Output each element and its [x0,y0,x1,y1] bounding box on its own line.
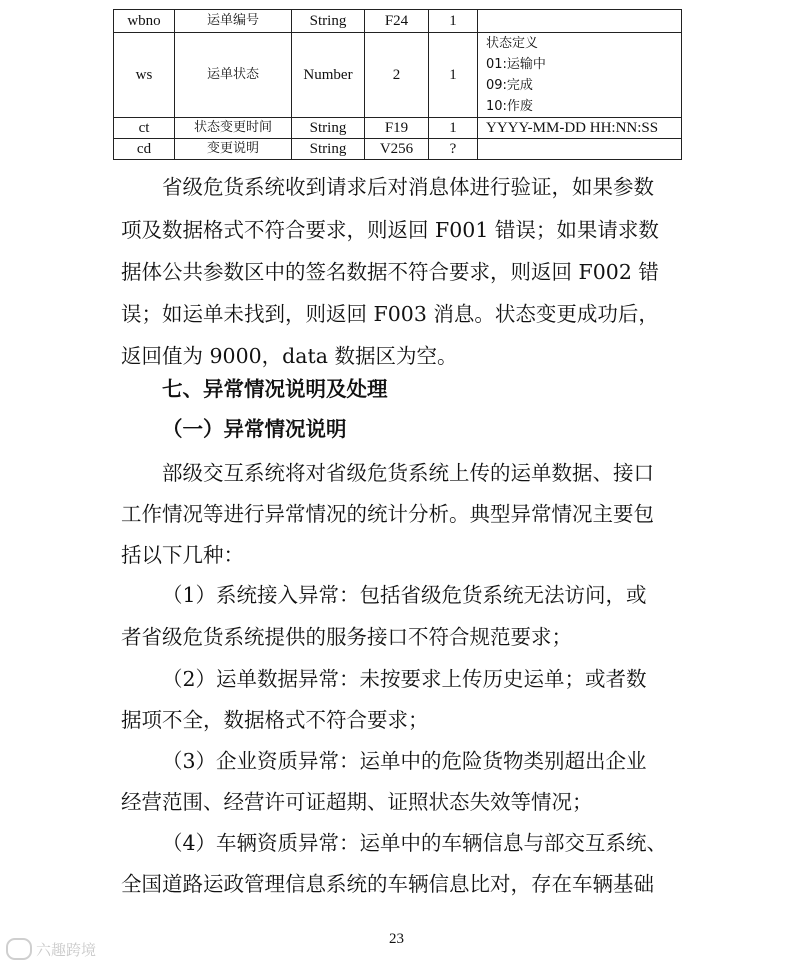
field-name: 运单状态 [175,33,292,118]
field-required: ? [429,139,478,160]
field-remark [478,10,682,33]
field-required: 1 [429,10,478,33]
section-heading: 七、异常情况说明及处理 [162,377,388,401]
list-item-line: 据项不全，数据格式不符合要求； [121,708,429,732]
paragraph-line: 据体公共参数区中的签名数据不符合要求，则返回 F002 错 [121,260,659,284]
list-item-line: （1）系统接入异常：包括省级危货系统无法访问，或 [162,583,647,607]
field-type: String [292,139,365,160]
paragraph-line: 省级危货系统收到请求后对消息体进行验证，如果参数 [162,175,654,199]
paragraph-line: 括以下几种： [121,543,244,567]
field-type: String [292,10,365,33]
field-remark: YYYY-MM-DD HH:NN:SS [478,118,682,139]
list-item-line: 者省级危货系统提供的服务接口不符合规范要求； [121,625,572,649]
list-item-line: （3）企业资质异常：运单中的危险货物类别超出企业 [162,749,647,773]
watermark-logo-icon [6,938,32,960]
field-required: 1 [429,118,478,139]
remark-line: 01:运输中 [486,57,546,72]
field-remark [478,139,682,160]
table-row [114,118,682,139]
table-row [114,10,682,33]
field-type: String [292,118,365,139]
field-remark [478,33,682,118]
watermark-text: 六趣跨境 [36,940,97,959]
list-item-line: 经营范围、经营许可证超期、证照状态失效等情况； [121,790,593,814]
remark-line: 状态定义 [486,36,539,51]
table-row [114,139,682,160]
remark-line: 09:完成 [486,78,533,93]
field-code: ws [114,33,175,118]
paragraph-line: 项及数据格式不符合要求，则返回 F001 错误；如果请求数 [121,218,659,242]
paragraph-line: 部级交互系统将对省级危货系统上传的运单数据、接口 [162,461,654,485]
field-code: ct [114,118,175,139]
subsection-heading: （一）异常情况说明 [162,417,347,441]
field-name: 状态变更时间 [175,118,292,139]
page-number: 23 [389,931,404,947]
table-row [114,33,682,118]
field-format: F19 [365,118,429,139]
field-required: 1 [429,33,478,118]
paragraph-line: 返回值为 9000，data 数据区为空。 [121,344,458,368]
field-format: 2 [365,33,429,118]
list-item-line: （4）车辆资质异常：运单中的车辆信息与部交互系统、 [162,831,668,855]
paragraph-line: 工作情况等进行异常情况的统计分析。典型异常情况主要包 [121,502,654,526]
field-code: cd [114,139,175,160]
field-name: 运单编号 [175,10,292,33]
paragraph-line: 误；如运单未找到，则返回 F003 消息。状态变更成功后， [121,302,659,326]
list-item-line: （2）运单数据异常：未按要求上传历史运单；或者数 [162,667,647,691]
field-format: V256 [365,139,429,160]
remark-line: 10:作废 [486,99,533,114]
field-format: F24 [365,10,429,33]
watermark [6,938,96,960]
list-item-line: 全国道路运政管理信息系统的车辆信息比对，存在车辆基础 [121,872,654,896]
field-spec-table [113,9,682,160]
field-code: wbno [114,10,175,33]
field-type: Number [292,33,365,118]
field-name: 变更说明 [175,139,292,160]
